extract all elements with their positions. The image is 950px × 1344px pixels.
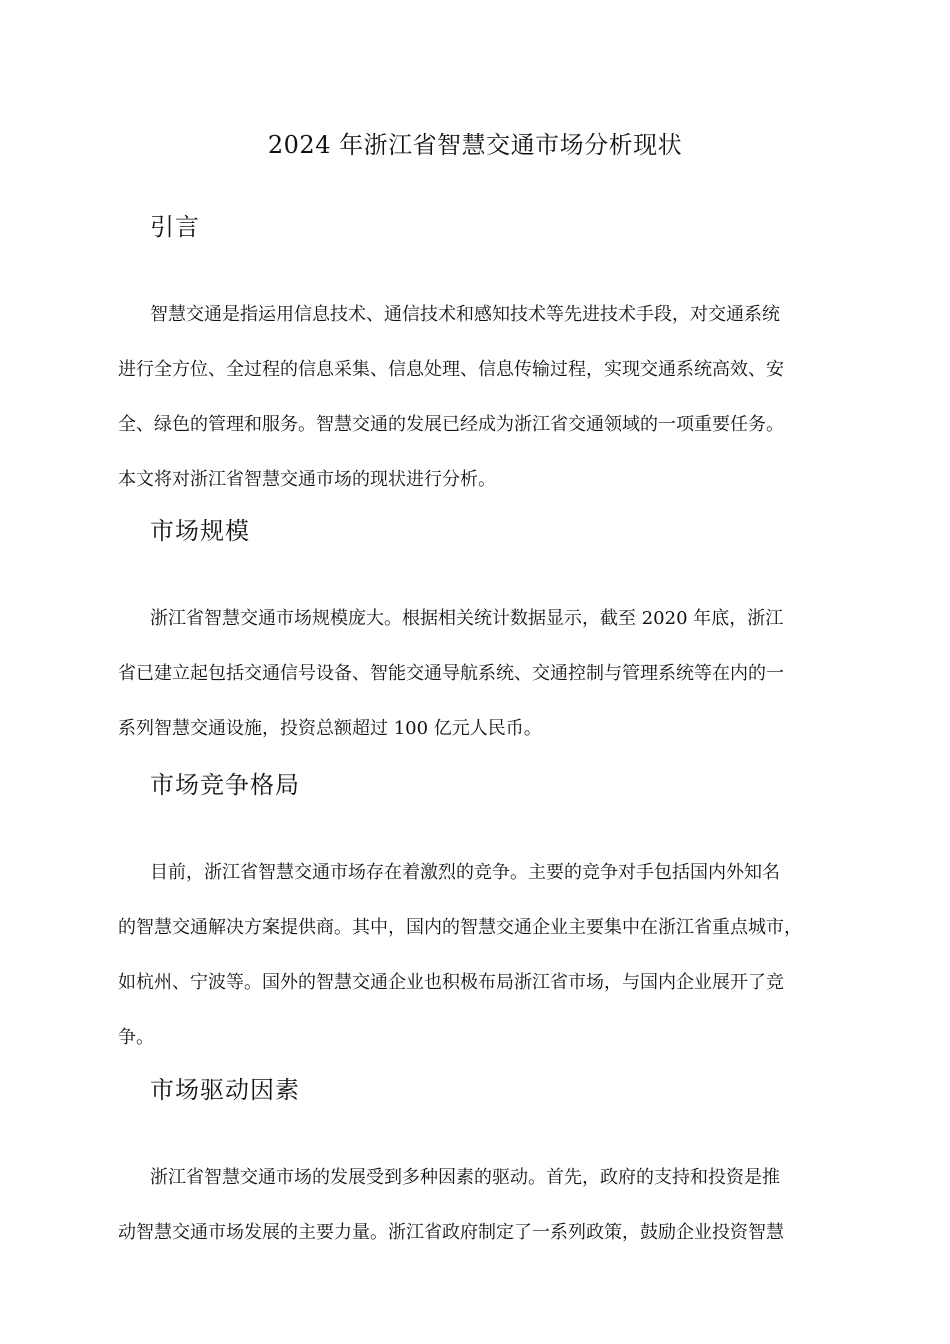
paragraph-line: 争。 (118, 1027, 154, 1048)
paragraph-drivers (118, 1150, 830, 1260)
paragraph-line: 如杭州、宁波等。国外的智慧交通企业也积极布局浙江省市场，与国内企业展开了竞 (118, 972, 784, 993)
section-heading-drivers: 市场驱动因素 (150, 1076, 300, 1104)
paragraph-competition (118, 845, 830, 1065)
paragraph-line: 的智慧交通解决方案提供商。其中，国内的智慧交通企业主要集中在浙江省重点城市， (118, 917, 802, 938)
section-heading-competition: 市场竞争格局 (150, 771, 300, 799)
paragraph-line: 本文将对浙江省智慧交通市场的现状进行分析。 (118, 469, 496, 490)
document-title: 2024 年浙江省智慧交通市场分析现状 (267, 131, 683, 159)
paragraph-line: 进行全方位、全过程的信息采集、信息处理、信息传输过程，实现交通系统高效、安 (118, 359, 784, 380)
section-heading-introduction: 引言 (150, 213, 200, 241)
section-heading-market-size: 市场规模 (150, 517, 250, 545)
paragraph-line: 智慧交通是指运用信息技术、通信技术和感知技术等先进技术手段，对交通系统 (150, 304, 780, 325)
paragraph-line: 系列智慧交通设施，投资总额超过 100 亿元人民币。 (118, 718, 542, 739)
paragraph-line: 全、绿色的管理和服务。智慧交通的发展已经成为浙江省交通领域的一项重要任务。 (118, 414, 784, 435)
paragraph-market-size (118, 591, 830, 756)
paragraph-line: 浙江省智慧交通市场规模庞大。根据相关统计数据显示，截至 2020 年底，浙江 (150, 608, 784, 629)
paragraph-line: 动智慧交通市场发展的主要力量。浙江省政府制定了一系列政策，鼓励企业投资智慧 (118, 1222, 784, 1243)
paragraph-line: 省已建立起包括交通信号设备、智能交通导航系统、交通控制与管理系统等在内的一 (118, 663, 784, 684)
paragraph-line: 浙江省智慧交通市场的发展受到多种因素的驱动。首先，政府的支持和投资是推 (150, 1167, 780, 1188)
paragraph-introduction (118, 287, 830, 507)
paragraph-line: 目前，浙江省智慧交通市场存在着激烈的竞争。主要的竞争对手包括国内外知名 (150, 862, 780, 883)
